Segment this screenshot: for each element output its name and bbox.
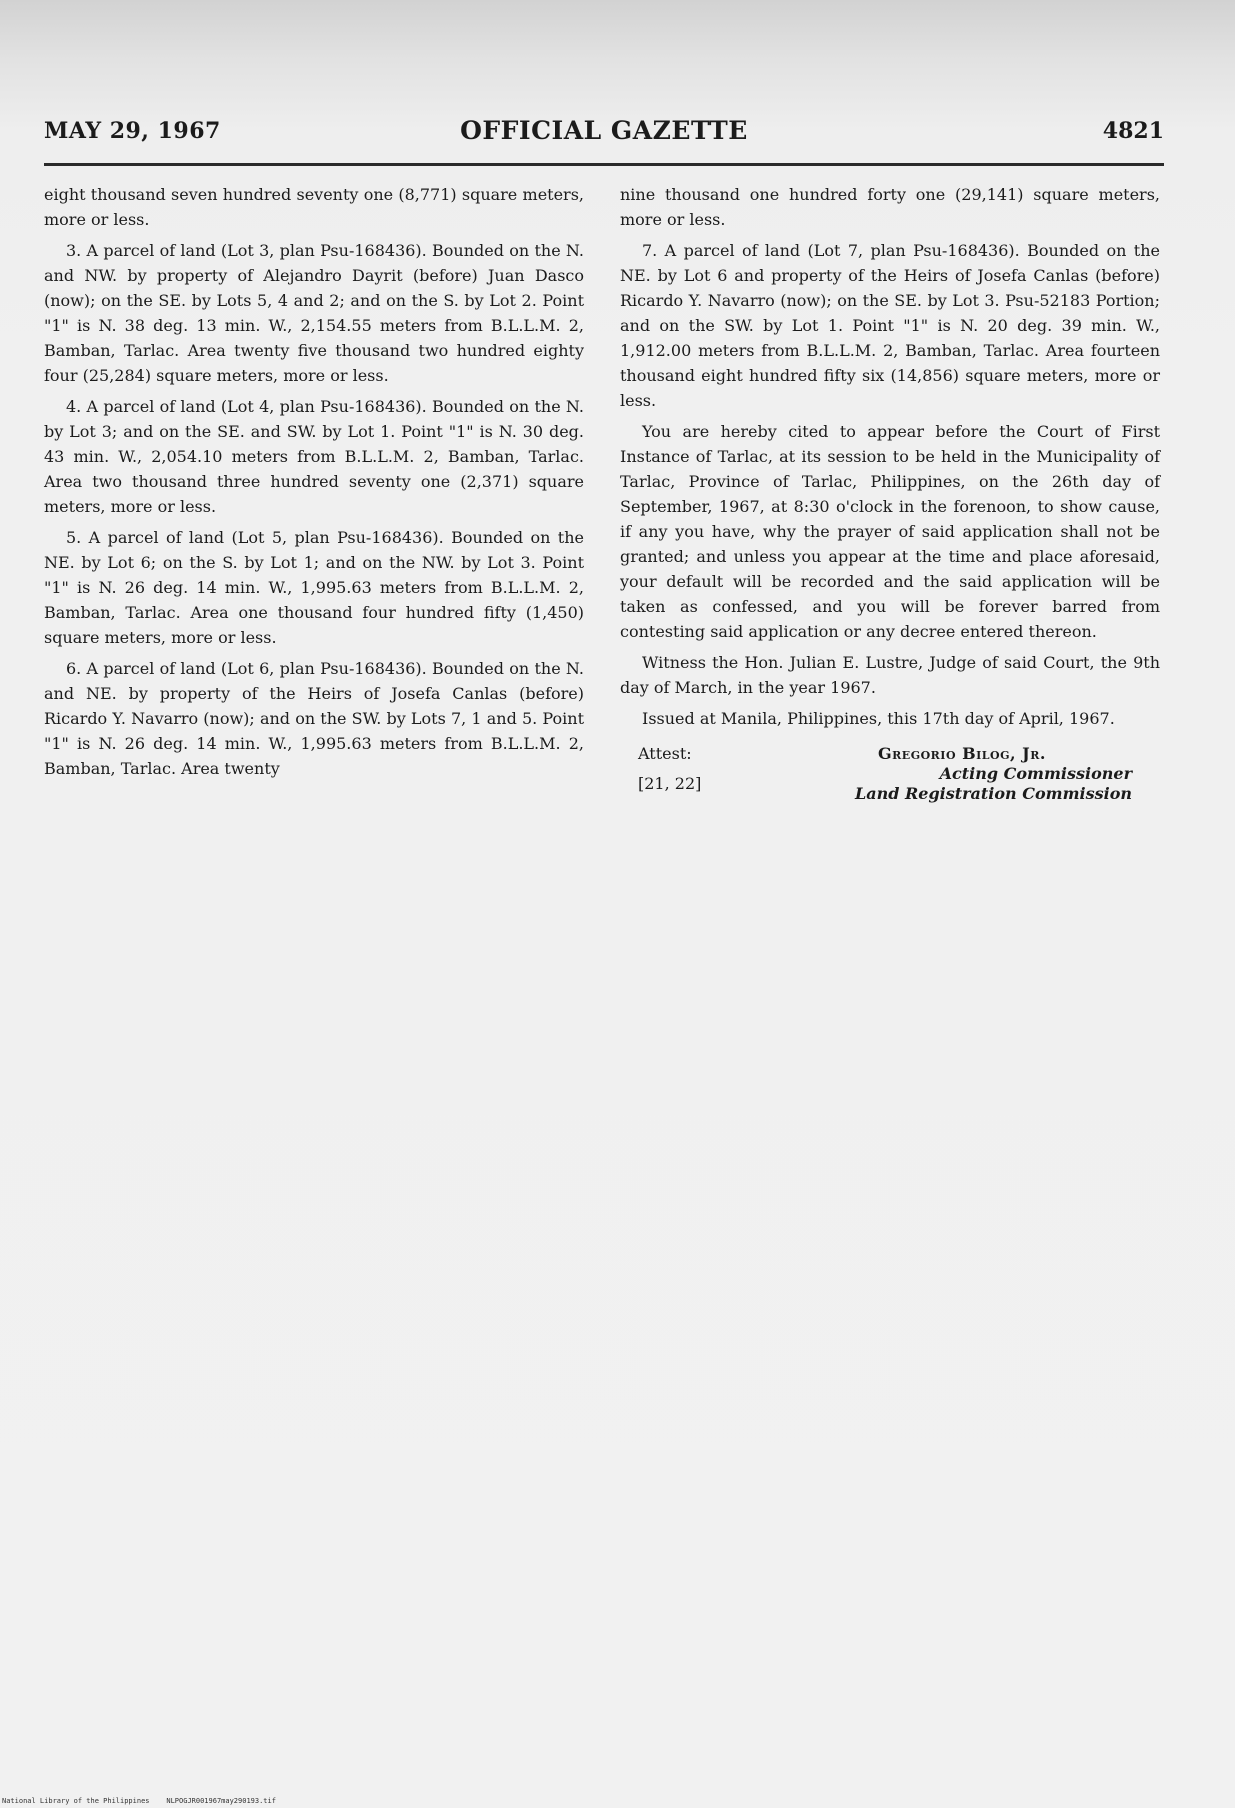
attest-label: Attest: (638, 744, 692, 763)
signature-block (620, 741, 1160, 803)
header-title: OFFICIAL GAZETTE (460, 116, 748, 145)
footer-library: National Library of the Philippines (2, 1797, 150, 1805)
issue-code: [21, 22] (638, 774, 702, 793)
scan-footer (2, 1797, 276, 1805)
footer-file: NLPOGJR001967may290193.tif (166, 1797, 276, 1805)
left-paragraph-lot-6: 6. A parcel of land (Lot 6, plan Psu-168436). Bounded on the N. and NE. by property of the Heirs of Josefa Canlas (before) Ricardo Y. Navarro (now); and on the SW. by Lots 7, 1 and 5. Point "1" is N. 26 deg. 14 min. W., 1,995.63 meters from B.L.L.M. 2, Bamban, Tarlac. Area twenty (44, 659, 584, 778)
left-paragraph-1: eight thousand seven hundred seventy one (8,771) square meters, more or less. (44, 185, 584, 229)
left-column (44, 182, 584, 787)
right-paragraph-1: nine thousand one hundred forty one (29,141) square meters, more or less. (620, 185, 1160, 229)
left-paragraph-lot-5: 5. A parcel of land (Lot 5, plan Psu-168436). Bounded on the NE. by Lot 6; on the S. by Lot 1; and on the NW. by Lot 3. Point "1" is N. 26 deg. 14 min. W., 1,995.63 meters from B.L.L.M. 2, Bamban, Tarlac. Area one thousand four hundred fifty (1,450) square meters, more or less. (44, 528, 584, 647)
page-header (44, 112, 1164, 152)
signatory-title: Acting Commissioner (939, 764, 1132, 783)
right-column (620, 182, 1160, 803)
signatory-name: Gregorio Bilog, Jr. (878, 744, 1046, 763)
header-page-number: 4821 (1102, 118, 1164, 144)
left-paragraph-lot-4: 4. A parcel of land (Lot 4, plan Psu-168436). Bounded on the N. by Lot 3; and on the SE. and SW. by Lot 1. Point "1" is N. 30 deg. 43 min. W., 2,054.10 meters from B.L.L.M. 2, Bamban, Tarlac. Area two thousand three hundred seventy one (2,371) square meters, more or less. (44, 397, 584, 516)
header-rule (44, 163, 1164, 166)
right-paragraph-witness: Witness the Hon. Julian E. Lustre, Judge of said Court, the 9th day of March, in the year 1967. (620, 653, 1160, 697)
right-paragraph-citation: You are hereby cited to appear before the Court of First Instance of Tarlac, at its session to be held in the Municipality of Tarlac, Province of Tarlac, Philippines, on the 26th day of September, 1967, at 8:30 o'clock in the forenoon, to show cause, if any you have, why the prayer of said application shall not be granted; and unless you appear at the time and place aforesaid, your default will be recorded and the said application will be taken as confessed, and you will be forever barred from contesting said application or any decree entered thereon. (620, 422, 1160, 641)
right-paragraph-lot-7: 7. A parcel of land (Lot 7, plan Psu-168436). Bounded on the NE. by Lot 6 and property of the Heirs of Josefa Canlas (before) Ricardo Y. Navarro (now); on the SE. by Lot 3. Psu-52183 Portion; and on the SW. by Lot 1. Point "1" is N. 20 deg. 39 min. W., 1,912.00 meters from B.L.L.M. 2, Bamban, Tarlac. Area fourteen thousand eight hundred fifty six (14,856) square meters, more or less. (620, 241, 1160, 410)
right-paragraph-issued: Issued at Manila, Philippines, this 17th day of April, 1967. (642, 709, 1115, 728)
left-paragraph-lot-3: 3. A parcel of land (Lot 3, plan Psu-168436). Bounded on the N. and NW. by property of Alejandro Dayrit (before) Juan Dasco (now); on the SE. by Lots 5, 4 and 2; and on the S. by Lot 2. Point "1" is N. 38 deg. 13 min. W., 2,154.55 meters from B.L.L.M. 2, Bamban, Tarlac. Area twenty five thousand two hundred eighty four (25,284) square meters, more or less. (44, 241, 584, 385)
signatory-office: Land Registration Commission (854, 784, 1132, 803)
header-date: MAY 29, 1967 (44, 118, 221, 144)
